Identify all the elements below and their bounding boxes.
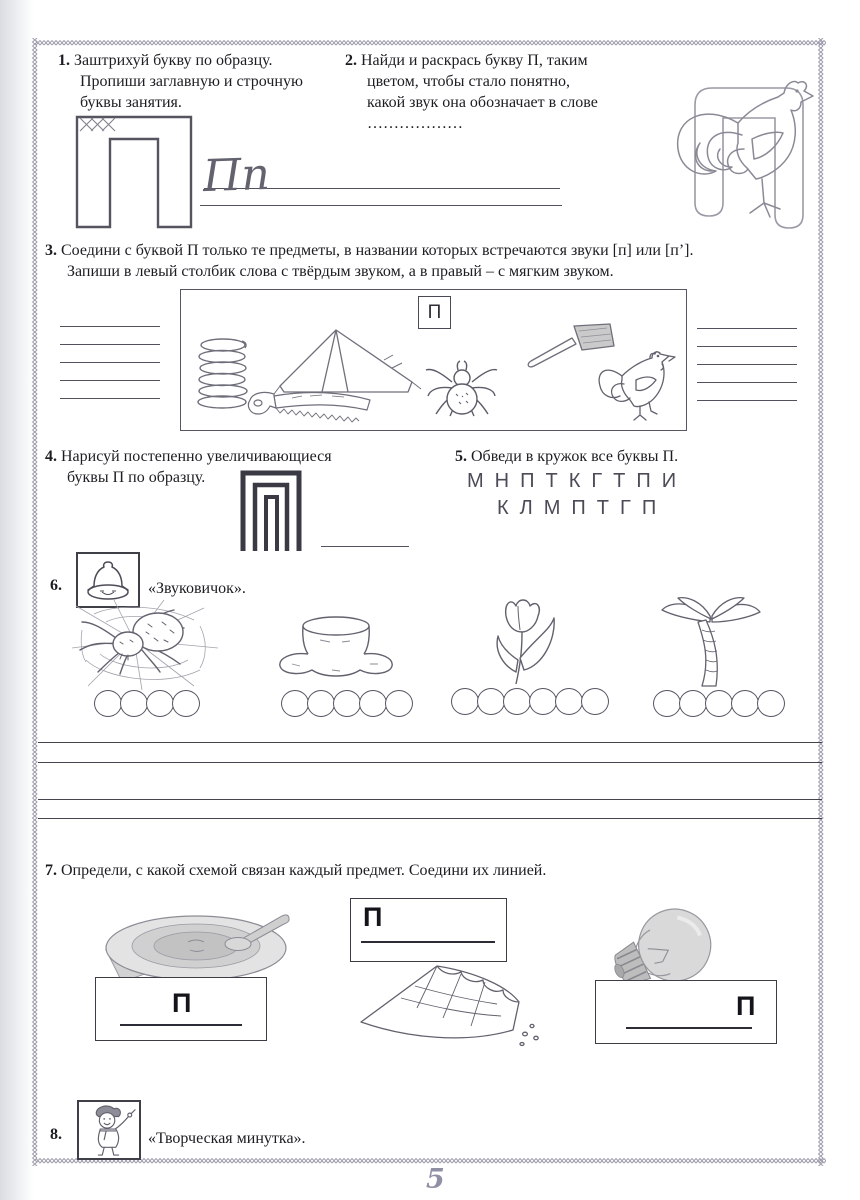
palm-picture (656, 596, 766, 690)
scan-shadow (0, 0, 34, 1200)
answer-line-right (697, 364, 797, 365)
target-letter: П (427, 301, 442, 323)
border-left (30, 38, 41, 1166)
scheme-letter-start: П (363, 902, 383, 932)
spider-on-web-picture (72, 598, 220, 690)
task-5-number: 5. (455, 448, 467, 465)
sound-circle (333, 690, 361, 717)
scheme-line (361, 941, 495, 943)
answer-line-right (697, 382, 797, 383)
answer-line-left (60, 362, 160, 363)
task-8-icon-box (77, 1100, 141, 1160)
sound-circle (385, 690, 413, 717)
answer-line-left (60, 344, 160, 345)
task-3-line1: Соедини с буквой П только те предметы, в названии которых встречаются звуки [п] или [п’]. (61, 242, 694, 259)
rooster-with-letter-p-illustration (662, 55, 820, 233)
sound-circle (757, 690, 785, 717)
writing-line-full (38, 762, 822, 763)
task-1-number: 1. (58, 52, 70, 69)
bell-icon (83, 558, 133, 602)
task-8-title: «Творческая минутка». (148, 1130, 306, 1147)
task-1-line1: Заштрихуй букву по образцу. (74, 52, 273, 69)
tulip-picture (478, 596, 558, 688)
answer-line-right (697, 400, 797, 401)
pie-picture (345, 952, 545, 1050)
boy-icon (81, 1103, 137, 1157)
scheme-letter-end: П (736, 991, 756, 1021)
scheme-line (626, 1027, 752, 1029)
sound-circle (120, 690, 148, 717)
task-4-number: 4. (45, 448, 57, 465)
sound-circles-spider (94, 690, 198, 717)
letter-p-outline-hatching (74, 112, 194, 230)
sound-circle (146, 690, 174, 717)
border-top (36, 38, 826, 49)
sound-circle (172, 690, 200, 717)
task-1-line3: буквы занятия. (80, 94, 182, 111)
sound-circle (529, 688, 557, 715)
task-7-number: 7. (45, 862, 57, 879)
sound-circle (477, 688, 505, 715)
sound-circle (555, 688, 583, 715)
task-3-number: 3. (45, 242, 57, 259)
sound-circle (281, 690, 309, 717)
task-8-number: 8. (50, 1126, 62, 1143)
sound-circle (731, 690, 759, 717)
task-2-text (345, 50, 665, 134)
plate-picture (92, 902, 292, 988)
scheme-box-middle (95, 977, 267, 1041)
sound-circle (679, 690, 707, 717)
sound-circles-hat (281, 690, 411, 717)
sound-circle (705, 690, 733, 717)
task-4-text (45, 446, 375, 488)
answer-line-right (697, 328, 797, 329)
rooster-small-picture (592, 342, 676, 424)
letters-row-1: МНПТКГТПИ (467, 470, 688, 492)
spring-picture (196, 336, 251, 410)
task-2-number: 2. (345, 52, 357, 69)
cursive-sample: Пп (202, 148, 271, 203)
task-3-line2: Запиши в левый столбик слова с твёрдым звуком, а в правый – с мягким звуком. (67, 263, 614, 280)
sound-circle (503, 688, 531, 715)
task-6-number: 6. (50, 577, 62, 594)
answer-line-left (60, 326, 160, 327)
writing-line-full (38, 799, 822, 800)
answer-line-right (697, 346, 797, 347)
task-6-title: «Звуковичок». (148, 580, 246, 597)
scheme-letter-middle: П (172, 988, 192, 1018)
spider-picture (424, 352, 500, 422)
writing-line (200, 205, 562, 206)
task-5-text (455, 446, 755, 467)
task-4-line2: буквы П по образцу. (67, 469, 206, 486)
sound-circle (451, 688, 479, 715)
answer-line-left (60, 398, 160, 399)
task-2-line2: цветом, чтобы стало понятно, (367, 73, 570, 90)
hat-picture (272, 610, 400, 684)
task-1-line2: Пропиши заглавную и строчную (80, 73, 303, 90)
sound-circle (581, 688, 609, 715)
task-2-dotted-blank: ……………… (367, 115, 463, 132)
sound-circle (653, 690, 681, 717)
page-number: 5 (426, 1164, 445, 1195)
sound-circles-tulip (451, 688, 607, 715)
task-7-title: Определи, с какой схемой связан каждый предмет. Соедини их линией. (61, 862, 547, 879)
task-5-title: Обведи в кружок все буквы П. (471, 448, 679, 465)
writing-line-full (38, 818, 822, 819)
answer-line (321, 546, 409, 547)
sound-circle (307, 690, 335, 717)
scheme-box-end (595, 980, 777, 1044)
sound-circles-palm (653, 690, 783, 717)
sound-circle (359, 690, 387, 717)
sound-circle (94, 690, 122, 717)
nested-letters-p-sample (238, 468, 304, 552)
task-2-line1: Найди и раскрась букву П, таким (361, 52, 588, 69)
task-4-line1: Нарисуй постепенно увеличивающиеся (61, 448, 332, 465)
writing-line-full (38, 742, 822, 743)
letters-row-2: КЛМПТГП (497, 497, 668, 519)
answer-line-left (60, 380, 160, 381)
scheme-line (120, 1024, 242, 1026)
saw-picture (244, 388, 376, 424)
task-2-line3: какой звук она обозначает в слове (367, 94, 598, 111)
task-1-text (58, 50, 358, 113)
task-7-text (45, 860, 829, 881)
task-3-text (45, 240, 829, 282)
